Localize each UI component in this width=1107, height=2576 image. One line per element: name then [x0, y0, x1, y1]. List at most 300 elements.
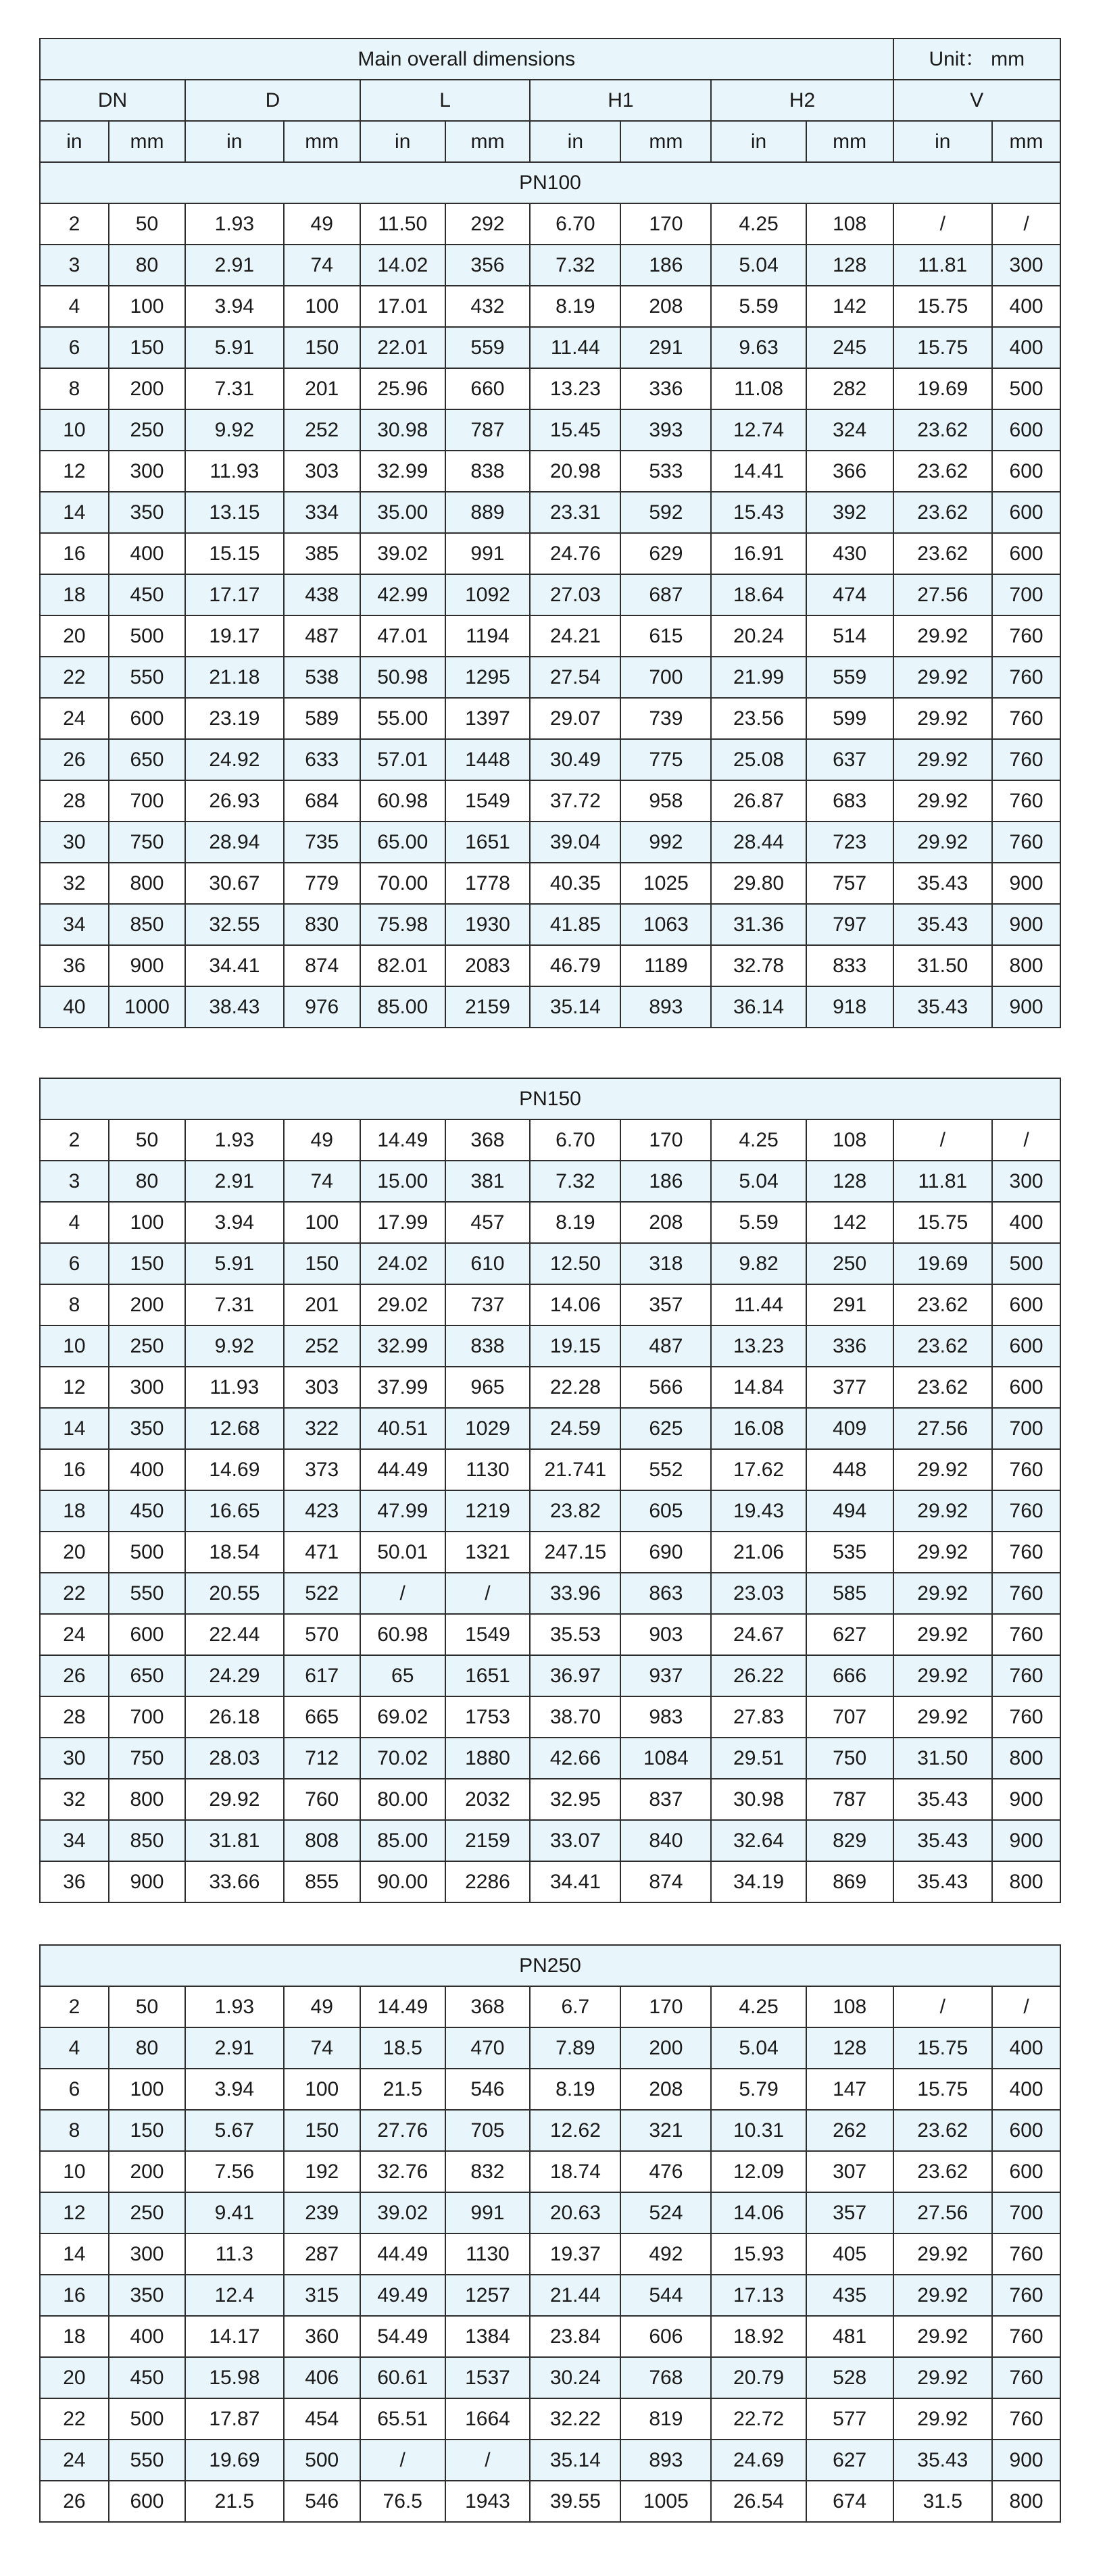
table-cell: 250 [109, 1325, 185, 1367]
table-cell: 26 [40, 2481, 109, 2522]
table-cell: 1384 [445, 2316, 531, 2357]
table-cell: 303 [284, 1367, 360, 1408]
table-cell: 9.82 [711, 1243, 806, 1284]
table-cell: 819 [620, 2398, 711, 2440]
table-cell: 82.01 [360, 945, 445, 986]
table-cell: 700 [992, 574, 1060, 615]
table-row [40, 1449, 1060, 1490]
table-cell: 15.15 [185, 533, 283, 574]
table-cell: 291 [806, 1284, 893, 1325]
table-cell: 22.01 [360, 327, 445, 368]
table-cell: 21.44 [530, 2275, 620, 2316]
table-cell: 35.43 [893, 2440, 993, 2481]
table-cell: 863 [620, 1573, 711, 1614]
table-cell: 18 [40, 2316, 109, 2357]
table-cell: 50.98 [360, 657, 445, 698]
table-cell: 838 [445, 451, 531, 492]
table-cell: 457 [445, 1202, 531, 1243]
table-cell: 760 [992, 698, 1060, 739]
table-cell: 15.75 [893, 2027, 993, 2069]
table-cell: 393 [620, 409, 711, 451]
table-cell: 760 [284, 1779, 360, 1820]
table-cell: 5.67 [185, 2110, 283, 2151]
table-cell: 34.19 [711, 1861, 806, 1902]
table-cell: 760 [992, 1655, 1060, 1696]
table-cell: 17.87 [185, 2398, 283, 2440]
table-cell: 874 [284, 945, 360, 986]
table-cell: 29.92 [893, 1614, 993, 1655]
table-cell: 1130 [445, 2233, 531, 2275]
table-cell: 16 [40, 1449, 109, 1490]
table-cell: 1943 [445, 2481, 531, 2522]
table-row [40, 1696, 1060, 1738]
table-cell: 54.49 [360, 2316, 445, 2357]
table-cell: 760 [992, 2275, 1060, 2316]
unit-header: in [530, 121, 620, 162]
table-cell: 100 [109, 1202, 185, 1243]
table-row [40, 1284, 1060, 1325]
table-cell: 14.49 [360, 1986, 445, 2027]
table-cell: 15.43 [711, 492, 806, 533]
table-cell: 14 [40, 492, 109, 533]
table-cell: 29.92 [185, 1779, 283, 1820]
table-cell: 550 [109, 2440, 185, 2481]
table-cell: 322 [284, 1408, 360, 1449]
table-cell: 41.85 [530, 904, 620, 945]
table-row [40, 2151, 1060, 2192]
table-cell: 1257 [445, 2275, 531, 2316]
table-cell: 528 [806, 2357, 893, 2398]
table-cell: 409 [806, 1408, 893, 1449]
table-cell: 21.741 [530, 1449, 620, 1490]
table-cell: 7.32 [530, 245, 620, 286]
section-title: PN250 [40, 1945, 1060, 1986]
table-cell: 735 [284, 822, 360, 863]
table-row [40, 1779, 1060, 1820]
table-cell: 321 [620, 2110, 711, 2151]
table-cell: 600 [992, 1325, 1060, 1367]
table-cell: 522 [284, 1573, 360, 1614]
table-cell: 800 [992, 1861, 1060, 1902]
table-cell: 32.22 [530, 2398, 620, 2440]
table-cell: 2032 [445, 1779, 531, 1820]
table-cell: 20.79 [711, 2357, 806, 2398]
table-cell: 34 [40, 904, 109, 945]
table-cell: 787 [806, 1779, 893, 1820]
table-cell: 533 [620, 451, 711, 492]
table-cell: 423 [284, 1490, 360, 1532]
table-cell: 357 [620, 1284, 711, 1325]
table-cell: 750 [109, 1738, 185, 1779]
table-cell: 6.70 [530, 1119, 620, 1161]
table-cell: 30.98 [711, 1779, 806, 1820]
table-cell: 800 [109, 863, 185, 904]
table-cell: 1549 [445, 1614, 531, 1655]
table-cell: 438 [284, 574, 360, 615]
table-cell: 252 [284, 1325, 360, 1367]
table-cell: 27.03 [530, 574, 620, 615]
table-cell: 760 [992, 1490, 1060, 1532]
table-cell: 6.70 [530, 203, 620, 245]
table-cell: 700 [992, 1408, 1060, 1449]
table-cell: 432 [445, 286, 531, 327]
table-cell: 32.99 [360, 451, 445, 492]
table-cell: 492 [620, 2233, 711, 2275]
table-cell: 900 [992, 904, 1060, 945]
table-cell: 9.92 [185, 1325, 283, 1367]
table-row [40, 945, 1060, 986]
table-cell: 400 [992, 327, 1060, 368]
table-cell: 39.02 [360, 2192, 445, 2233]
unit-label: Unit： mm [893, 39, 1060, 80]
table-cell: 200 [109, 2151, 185, 2192]
table-cell: 5.04 [711, 2027, 806, 2069]
table-cell: 356 [445, 245, 531, 286]
table-cell: 150 [109, 2110, 185, 2151]
table-cell: 29.92 [893, 1449, 993, 1490]
table-cell: 350 [109, 492, 185, 533]
table-cell: 150 [109, 1243, 185, 1284]
table-cell: 500 [992, 368, 1060, 409]
table-cell: 239 [284, 2192, 360, 2233]
table-cell: 2 [40, 203, 109, 245]
table-cell: 108 [806, 203, 893, 245]
table-cell: 20 [40, 1532, 109, 1573]
table-cell: 700 [109, 1696, 185, 1738]
table-cell: 760 [992, 1696, 1060, 1738]
table-cell: 23.62 [893, 409, 993, 451]
table-cell: 832 [445, 2151, 531, 2192]
table-cell: 69.02 [360, 1696, 445, 1738]
table-cell: 60.61 [360, 2357, 445, 2398]
table-cell: 28 [40, 1696, 109, 1738]
table-row [40, 2069, 1060, 2110]
table-cell: 21.5 [185, 2481, 283, 2522]
table-cell: 29.92 [893, 1655, 993, 1696]
table-cell: / [992, 1119, 1060, 1161]
table-cell: 25.08 [711, 739, 806, 780]
table-cell: 615 [620, 615, 711, 657]
table-cell: 8.19 [530, 2069, 620, 2110]
table-cell: 23.56 [711, 698, 806, 739]
table-cell: 11.81 [893, 1161, 993, 1202]
table-cell: 287 [284, 2233, 360, 2275]
table-cell: 4 [40, 286, 109, 327]
table-cell: / [893, 1986, 993, 2027]
table-cell: 570 [284, 1614, 360, 1655]
table-cell: 983 [620, 1696, 711, 1738]
table-cell: 14.41 [711, 451, 806, 492]
table-row [40, 780, 1060, 822]
table-cell: 34.41 [185, 945, 283, 986]
table-cell: 16 [40, 2275, 109, 2316]
table-cell: 80.00 [360, 1779, 445, 1820]
table-row [40, 1655, 1060, 1696]
table-cell: 50 [109, 1986, 185, 2027]
table-row [40, 2027, 1060, 2069]
table-cell: 3 [40, 1161, 109, 1202]
table-cell: 30.98 [360, 409, 445, 451]
table-cell: 128 [806, 1161, 893, 1202]
table-cell: 900 [992, 863, 1060, 904]
table-cell: 26.87 [711, 780, 806, 822]
table-cell: 1005 [620, 2481, 711, 2522]
table-row [40, 698, 1060, 739]
table-cell: 14.06 [711, 2192, 806, 2233]
table-cell: 18 [40, 1490, 109, 1532]
table-cell: 600 [992, 1367, 1060, 1408]
table-cell: 32 [40, 863, 109, 904]
table-cell: 23.62 [893, 451, 993, 492]
unit-header: mm [806, 121, 893, 162]
table-cell: 4.25 [711, 1986, 806, 2027]
table-cell: 13.15 [185, 492, 283, 533]
table-cell: 629 [620, 533, 711, 574]
table-cell: 6 [40, 1243, 109, 1284]
table-cell: 36.97 [530, 1655, 620, 1696]
table-cell: 12.09 [711, 2151, 806, 2192]
table-cell: 23.84 [530, 2316, 620, 2357]
table-row [40, 492, 1060, 533]
table-cell: 760 [992, 657, 1060, 698]
table-row [40, 2357, 1060, 2398]
table-cell: 186 [620, 1161, 711, 1202]
table-cell: / [992, 1986, 1060, 2027]
table-cell: 1778 [445, 863, 531, 904]
table-cell: 100 [284, 2069, 360, 2110]
table-cell: 20.98 [530, 451, 620, 492]
table-cell: 32 [40, 1779, 109, 1820]
table-cell: 400 [992, 286, 1060, 327]
table-cell: 100 [109, 286, 185, 327]
table-cell: 47.01 [360, 615, 445, 657]
table-cell: 15.75 [893, 286, 993, 327]
table-cell: 15.75 [893, 327, 993, 368]
table-cell: 35.14 [530, 2440, 620, 2481]
table-cell: 80 [109, 1161, 185, 1202]
table-cell: 74 [284, 2027, 360, 2069]
table-cell: 26.93 [185, 780, 283, 822]
table-cell: 25.96 [360, 368, 445, 409]
table-cell: 36 [40, 945, 109, 986]
table-cell: 538 [284, 657, 360, 698]
table-cell: 20.63 [530, 2192, 620, 2233]
table-cell: 108 [806, 1119, 893, 1161]
table-cell: 779 [284, 863, 360, 904]
table-cell: 19.17 [185, 615, 283, 657]
table-cell: 723 [806, 822, 893, 863]
table-cell: 24 [40, 2440, 109, 2481]
table-cell: 833 [806, 945, 893, 986]
table-cell: 450 [109, 2357, 185, 2398]
table-cell: 12.62 [530, 2110, 620, 2151]
table-cell: 17.62 [711, 1449, 806, 1490]
table-cell: 17.99 [360, 1202, 445, 1243]
table-cell: 400 [109, 2316, 185, 2357]
table-cell: 12 [40, 1367, 109, 1408]
table-cell: 2083 [445, 945, 531, 986]
section-header-row [40, 1078, 1060, 1119]
table-cell: 599 [806, 698, 893, 739]
table-cell: 450 [109, 574, 185, 615]
unit-header: in [40, 121, 109, 162]
table-row [40, 574, 1060, 615]
unit-header: mm [992, 121, 1060, 162]
table-cell: 142 [806, 1202, 893, 1243]
table-row [40, 1573, 1060, 1614]
table-cell: 1537 [445, 2357, 531, 2398]
table-cell: 108 [806, 1986, 893, 2027]
table-cell: 1664 [445, 2398, 531, 2440]
table-cell: 39.55 [530, 2481, 620, 2522]
table-cell: 142 [806, 286, 893, 327]
table-cell: 405 [806, 2233, 893, 2275]
table-cell: 600 [992, 2110, 1060, 2151]
table-row [40, 1367, 1060, 1408]
table-cell: 22.72 [711, 2398, 806, 2440]
table-cell: 18.74 [530, 2151, 620, 2192]
table-cell: 392 [806, 492, 893, 533]
table-cell: 850 [109, 1820, 185, 1861]
table-cell: 760 [992, 2233, 1060, 2275]
table-cell: 15.93 [711, 2233, 806, 2275]
table-cell: 23.62 [893, 492, 993, 533]
table-row [40, 1202, 1060, 1243]
table-cell: 19.69 [893, 368, 993, 409]
table-cell: 150 [284, 1243, 360, 1284]
table-cell: 600 [109, 2481, 185, 2522]
table-cell: 840 [620, 1820, 711, 1861]
dimensions-table-pn100 [39, 38, 1061, 1028]
table-row [40, 863, 1060, 904]
table-cell: 208 [620, 2069, 711, 2110]
table-row [40, 327, 1060, 368]
table-cell: 800 [992, 2481, 1060, 2522]
table-cell: 170 [620, 1119, 711, 1161]
table-cell: 32.95 [530, 1779, 620, 1820]
table-cell: / [893, 1119, 993, 1161]
table-cell: 200 [109, 368, 185, 409]
table-cell: 19.69 [185, 2440, 283, 2481]
table-cell: 14 [40, 2233, 109, 2275]
unit-header: in [360, 121, 445, 162]
table-cell: 606 [620, 2316, 711, 2357]
table-cell: 29.92 [893, 615, 993, 657]
table-cell: 29.07 [530, 698, 620, 739]
table-cell: 22 [40, 1573, 109, 1614]
table-cell: 4.25 [711, 1119, 806, 1161]
table-cell: 10 [40, 2151, 109, 2192]
table-cell: 625 [620, 1408, 711, 1449]
table-cell: 550 [109, 657, 185, 698]
table-cell: 2286 [445, 1861, 531, 1902]
table-cell: 29.92 [893, 780, 993, 822]
table-cell: 10 [40, 409, 109, 451]
table-cell: 57.01 [360, 739, 445, 780]
table-cell: 992 [620, 822, 711, 863]
table-cell: 12 [40, 2192, 109, 2233]
table-row [40, 1532, 1060, 1573]
table-cell: 30.67 [185, 863, 283, 904]
table-cell: 315 [284, 2275, 360, 2316]
table-cell: 500 [109, 615, 185, 657]
table-cell: 350 [109, 1408, 185, 1449]
table-cell: 10.31 [711, 2110, 806, 2151]
table-cell: 737 [445, 1284, 531, 1325]
table-cell: 85.00 [360, 986, 445, 1028]
table-cell: 650 [109, 1655, 185, 1696]
table-cell: 787 [445, 409, 531, 451]
table-cell: 150 [109, 327, 185, 368]
table-cell: 28.03 [185, 1738, 283, 1779]
unit-header: in [711, 121, 806, 162]
table-cell: 23.19 [185, 698, 283, 739]
table-cell: 23.03 [711, 1573, 806, 1614]
table-cell: 65 [360, 1655, 445, 1696]
table-cell: 18.5 [360, 2027, 445, 2069]
table-cell: 768 [620, 2357, 711, 2398]
table-cell: 44.49 [360, 1449, 445, 1490]
table-cell: 918 [806, 986, 893, 1028]
table-cell: 26 [40, 1655, 109, 1696]
table-cell: 23.62 [893, 2110, 993, 2151]
table-cell: 324 [806, 409, 893, 451]
table-row [40, 986, 1060, 1028]
table-cell: 65.00 [360, 822, 445, 863]
table-cell: 14.69 [185, 1449, 283, 1490]
table-cell: 760 [992, 1573, 1060, 1614]
table-cell: 17.17 [185, 574, 283, 615]
section-header-row [40, 162, 1060, 203]
table-cell: 334 [284, 492, 360, 533]
table-cell: 385 [284, 533, 360, 574]
unit-header-row [40, 121, 1060, 162]
table-cell: 22.44 [185, 1614, 283, 1655]
table-cell: 27.56 [893, 574, 993, 615]
table-cell: 1.93 [185, 1986, 283, 2027]
table-cell: 1549 [445, 780, 531, 822]
table-cell: 26.22 [711, 1655, 806, 1696]
table-cell: 21.5 [360, 2069, 445, 2110]
table-cell: 24 [40, 698, 109, 739]
section-title: PN150 [40, 1078, 1060, 1119]
table-cell: 400 [109, 533, 185, 574]
table-cell: 24 [40, 1614, 109, 1655]
table-cell: 13.23 [711, 1325, 806, 1367]
table-cell: 50 [109, 1119, 185, 1161]
table-cell: 481 [806, 2316, 893, 2357]
table-cell: 24.29 [185, 1655, 283, 1696]
table-cell: 869 [806, 1861, 893, 1902]
table-cell: 11.93 [185, 451, 283, 492]
table-cell: 76.5 [360, 2481, 445, 2522]
table-cell: 12.4 [185, 2275, 283, 2316]
table-cell: 1063 [620, 904, 711, 945]
table-cell: 1219 [445, 1490, 531, 1532]
table-cell: 9.63 [711, 327, 806, 368]
table-cell: 674 [806, 2481, 893, 2522]
table-cell: 23.62 [893, 533, 993, 574]
table-cell: 450 [109, 1490, 185, 1532]
table-cell: 837 [620, 1779, 711, 1820]
table-cell: 760 [992, 1449, 1060, 1490]
table-cell: 18.64 [711, 574, 806, 615]
table-cell: 900 [992, 1820, 1060, 1861]
table-row [40, 2440, 1060, 2481]
table-cell: 262 [806, 2110, 893, 2151]
table-cell: 35.00 [360, 492, 445, 533]
table-cell: 5.04 [711, 1161, 806, 1202]
